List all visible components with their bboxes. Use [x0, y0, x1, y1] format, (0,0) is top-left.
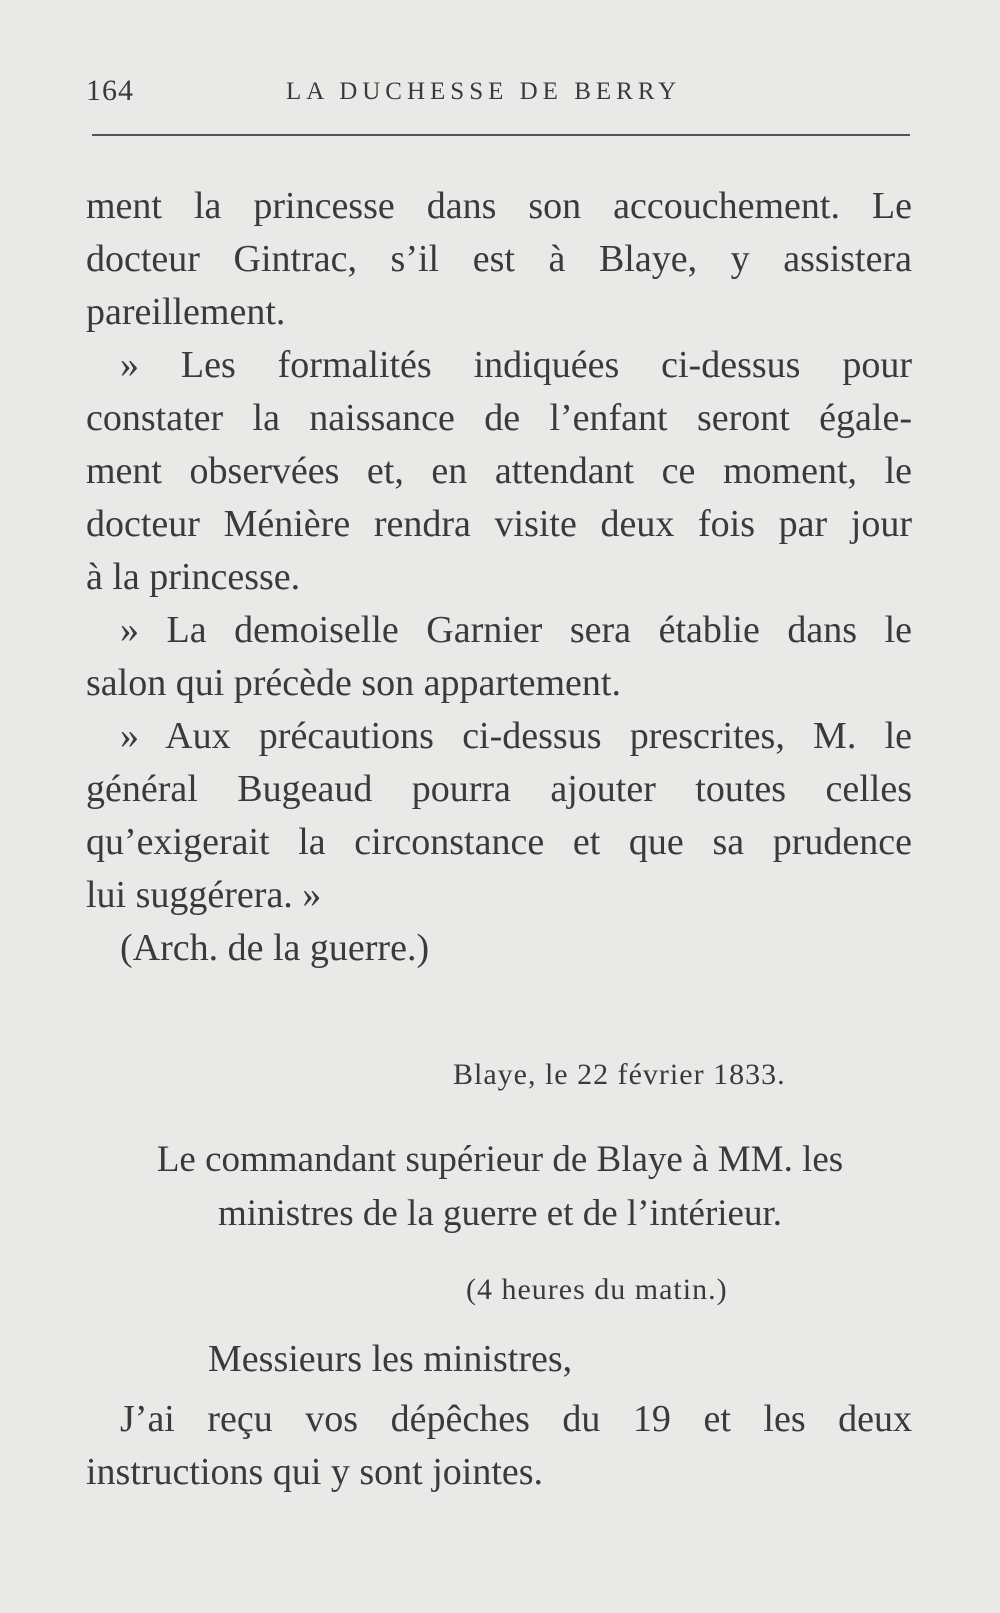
text-line: » Les formalités indiquées ci-dessus pour: [120, 344, 912, 386]
text-line: instructions qui y sont jointes.: [86, 1451, 544, 1493]
text-line: docteur Gintrac, s’il est à Blaye, y assistera: [86, 238, 912, 280]
text-line: ment observées et, en attendant ce moment, le: [86, 450, 912, 492]
time-note: (4 heures du matin.): [466, 1273, 728, 1306]
letter-heading-line: ministres de la guerre et de l’intérieur.: [217, 1193, 783, 1234]
text-line: général Bugeaud pourra ajouter toutes celles: [86, 768, 912, 810]
text-line: pareillement.: [86, 291, 286, 333]
text-line: lui suggérera. »: [86, 874, 322, 916]
text-line: constater la naissance de l’enfant seront égale-: [86, 397, 912, 439]
running-title: LA DUCHESSE DE BERRY: [286, 78, 682, 105]
text-line: ment la princesse dans son accouchement. Le: [86, 185, 912, 227]
text-line: » Aux précautions ci-dessus prescrites, M. le: [120, 715, 912, 757]
text-line: » La demoiselle Garnier sera établie dans le: [120, 609, 912, 651]
dateline: Blaye, le 22 février 1833.: [453, 1058, 786, 1091]
page-header: [86, 74, 912, 114]
page-number: 164: [86, 74, 134, 107]
text-line: à la princesse.: [86, 556, 301, 598]
text-line: salon qui précède son appartement.: [86, 662, 621, 704]
text-line: J’ai reçu vos dépêches du 19 et les deux: [120, 1398, 912, 1440]
letter-heading-line: Le commandant supérieur de Blaye à MM. les: [156, 1139, 844, 1180]
text-line: docteur Ménière rendra visite deux fois par jour: [86, 503, 912, 545]
salutation: Messieurs les ministres,: [208, 1338, 573, 1380]
archive-source: (Arch. de la guerre.): [120, 927, 430, 969]
text-line: qu’exigerait la circonstance et que sa prudence: [86, 821, 912, 863]
header-rule: [92, 134, 910, 136]
